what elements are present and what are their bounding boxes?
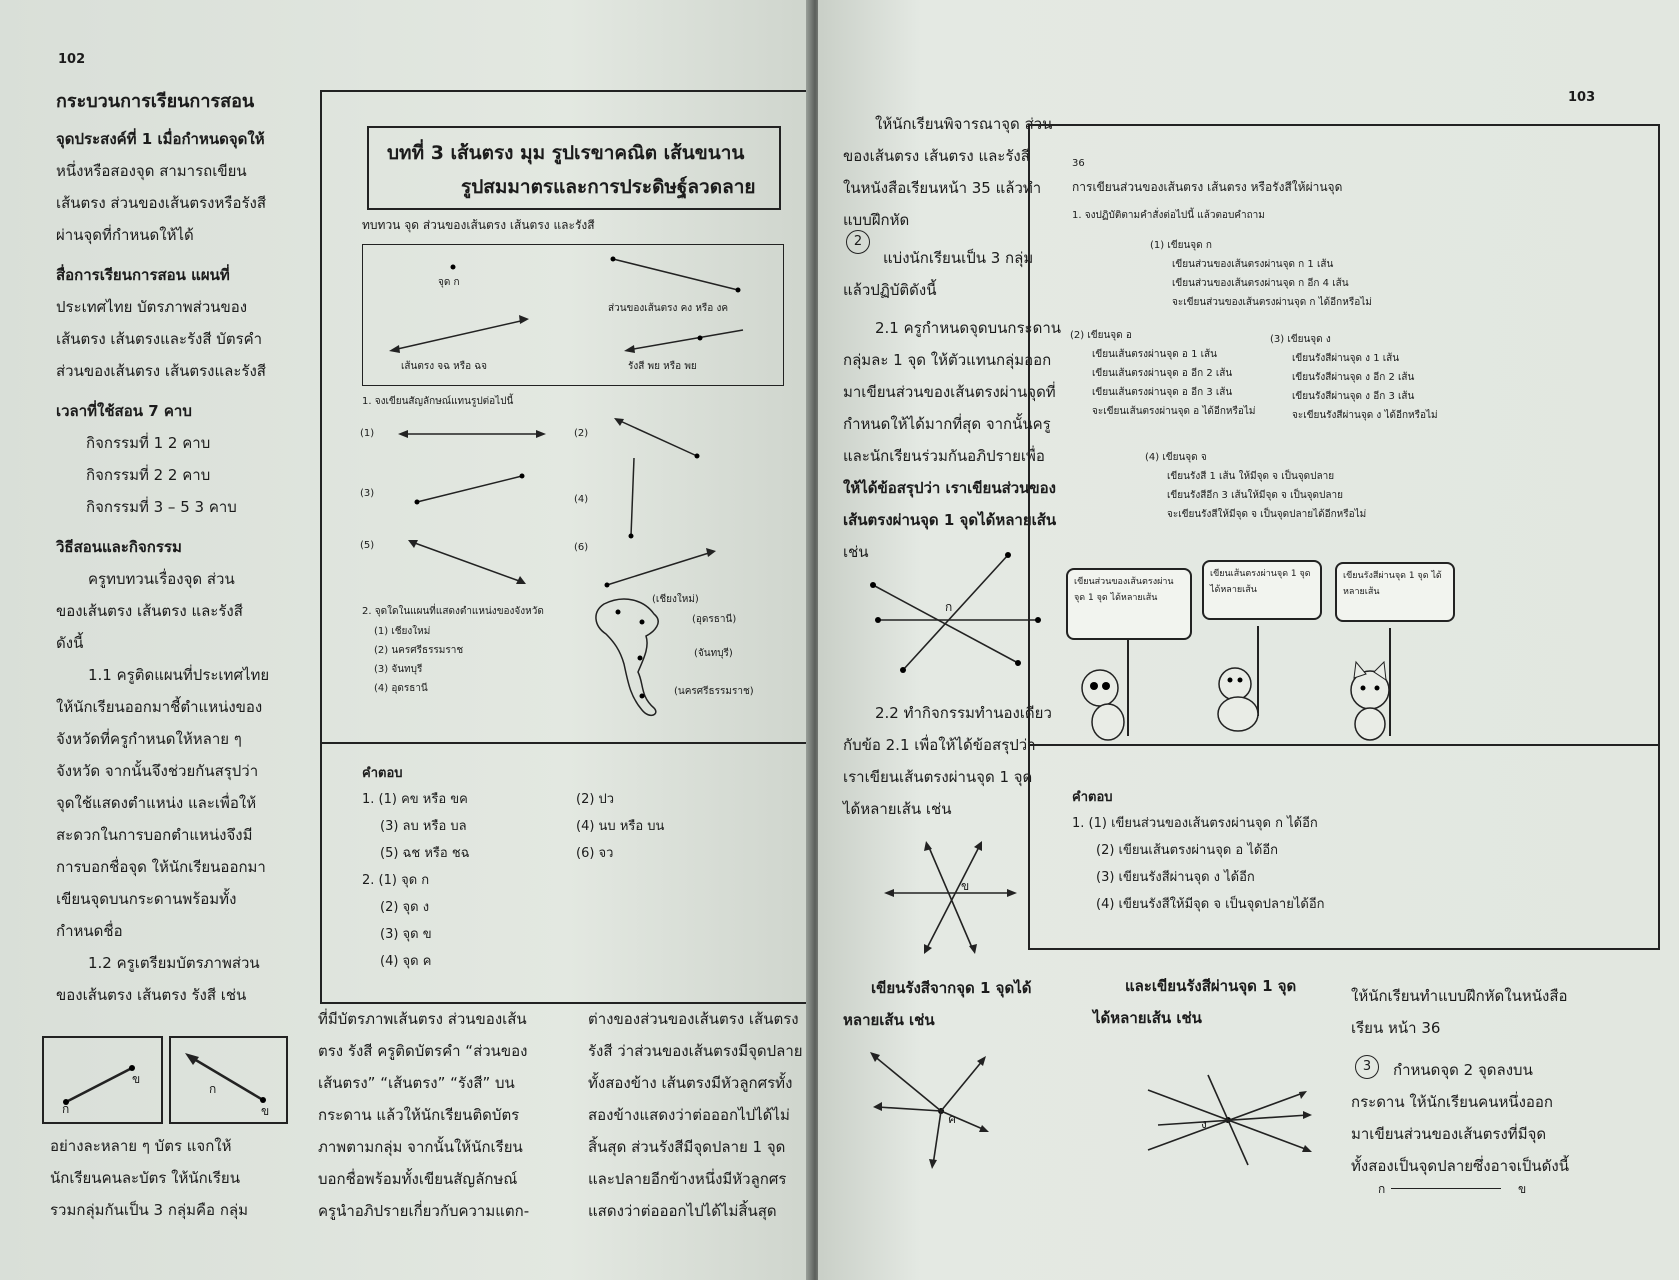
segment-card [42,1036,163,1124]
ray-card [169,1036,288,1124]
text-line: กับข้อ 2.1 เพื่อให้ได้ข้อสรุปว่า [843,736,1036,754]
text-line: ให้นักเรียนทำแบบฝึกหัดในหนังสือ [1351,987,1568,1005]
text-line: เขียนรังสีจากจุด 1 จุดได้ [871,979,1032,997]
text-line: หนึ่งหรือสองจุด สามารถเขียน [56,162,247,180]
exercise-line: เขียนเส้นตรงผ่านจุด อ อีก 3 เส้น [1092,387,1233,398]
chapter-title-line2: รูปสมมาตรและการประดิษฐ์ลวดลาย [461,176,756,198]
text-line: และนักเรียนร่วมกันอภิปรายเพื่อ [843,447,1045,465]
answer-item: (5) ฉช หรือ ชฉ [380,846,470,861]
line-label: เส้นตรง จฉ หรือ ฉจ [401,361,487,372]
exercise-line: (2) เขียนจุด อ [1070,330,1132,341]
text-line: ภาพตามกลุ่ม จากนั้นให้นักเรียน [318,1138,523,1156]
chapter-title-line1: บทที่ 3 เส้นตรง มุม รูปเรขาคณิต เส้นขนาน [387,142,745,164]
text-line: กำหนดชื่อ [56,922,123,940]
segment-endpoint: ข [1518,1182,1527,1196]
ray-label: รังสี พย หรือ พย [628,361,697,372]
text-line: แบ่งนักเรียนเป็น 3 กลุ่ม [883,249,1034,267]
list-item: (4) อุดรธานี [374,683,428,694]
text-line: 2.1 ครูกำหนดจุดบนกระดาน [875,319,1062,337]
left-page [0,0,812,1280]
section-heading: กระบวนการเรียนการสอน [56,91,255,112]
text-line: กิจกรรมที่ 2 2 คาบ [86,466,211,484]
exercise-line: เขียนรังสี 1 เส้น ให้มีจุด จ เป็นจุดปลาย [1167,471,1335,482]
text-line: เราเขียนเส้นตรงผ่านจุด 1 จุด [843,768,1033,786]
exercise-line: จะเขียนเส้นตรงผ่านจุด อ ได้อีกหรือไม่ [1092,406,1256,417]
text-line: เส้นตรง เส้นตรงและรังสี บัตรคำ [56,330,263,348]
map-label: (เชียงใหม่) [652,594,699,605]
textbook-instruction: 1. จงปฏิบัติตามคำสั่งต่อไปนี้ แล้วตอบคำถาม [1072,210,1265,221]
text-line: บอกชื่อพร้อมทั้งเขียนสัญลักษณ์ [318,1170,518,1188]
text-line: และปลายอีกข้างหนึ่งมีหัวลูกศร [588,1170,787,1188]
answer-divider [1030,744,1658,746]
answer-item: (3) จุด ข [380,927,432,942]
cartoon-sign: เขียนรังสีผ่านจุด 1 จุด ได้หลายเส้น [1335,562,1455,622]
exercise-4 [1145,448,1366,524]
text-line: กิจกรรมที่ 3 – 5 3 คาบ [86,498,237,516]
answer-list [1072,810,1325,918]
exercise-line: เขียนรังสีผ่านจุด ง อีก 2 เส้น [1292,372,1415,383]
map-label: (นครศรีธรรมราช) [674,686,754,697]
text-line: ของเส้นตรง เส้นตรง และรังสี [56,602,243,620]
exercise-2 [1070,326,1256,421]
text-line: อย่างละหลาย ๆ บัตร แจกให้ [50,1137,232,1155]
card-label: ข [132,1072,141,1086]
text-line: รังสี ว่าส่วนของเส้นตรงมีจุดปลาย [588,1042,803,1060]
text-line: ของเส้นตรง เส้นตรง และรังสี [843,147,1030,165]
text-line: ในหนังสือเรียนหน้า 35 แล้วทำ [843,179,1042,197]
page-number-left: 102 [58,52,86,67]
exercise-3 [1270,330,1438,425]
answer-list-right [576,786,664,867]
answer-list [362,786,470,975]
map-label: (อุดรธานี) [692,614,737,625]
text-line: กลุ่มละ 1 จุด ให้ตัวแทนกลุ่มออก [843,351,1052,369]
figure-point-label: ง [1201,1117,1207,1131]
textbook-page-36-box [1028,124,1660,950]
text-line: กระดาน ให้นักเรียนคนหนึ่งออก [1351,1093,1554,1111]
list-item: (1) เชียงใหม่ [374,626,431,637]
answer-item: (3) ลบ หรือ บล [380,819,467,834]
list-item: (3) จันทบุรี [374,664,423,675]
text-line: สิ้นสุด ส่วนรังสีมีจุดปลาย 1 จุด [588,1138,786,1156]
figure-point-label: ข [961,879,970,893]
text-line: วิธีสอนและกิจกรรม [56,538,182,556]
text-line: ได้หลายเส้น เช่น [1093,1009,1202,1027]
right-column-3c [1351,980,1596,1182]
rays-through-point [1148,1075,1308,1165]
fig-number: (1) [360,428,375,439]
text-line: เวลาที่ใช้สอน 7 คาบ [56,402,192,420]
right-column-1c [843,972,1043,1036]
step-number-2: 2 [846,230,878,254]
fig-number: (2) [574,428,589,439]
text-line: ตรง รังสี ครูติดบัตรคำ “ส่วนของ [318,1042,528,1060]
text-line: มาเขียนส่วนของเส้นตรงที่มีจุด [1351,1125,1547,1143]
answer-item: (2) เขียนเส้นตรงผ่านจุด อ ได้อีก [1096,843,1279,858]
text-line: มาเขียนส่วนของเส้นตรงผ่านจุดที่ [843,383,1056,401]
exercise-line: (4) เขียนจุด จ [1145,452,1207,463]
exercise-line: จะเขียนรังสีให้มีจุด จ เป็นจุดปลายได้อีกหรือไม่ [1167,509,1367,520]
segments-through-point [873,555,1043,675]
text-line: ครูนำอภิปรายเกี่ยวกับความแตก- [318,1202,530,1220]
segment-endpoint: ก [1378,1182,1386,1196]
answer-item: (3) เขียนรังสีผ่านจุด ง ได้อีก [1096,870,1255,885]
text-line: 1.2 ครูเตรียมบัตรภาพส่วน [88,954,260,972]
text-line: จังหวัดที่ครูกำหนดให้หลาย ๆ [56,730,242,748]
text-line: ทั้งสองข้าง เส้นตรงมีหัวลูกศรทั้ง [588,1074,793,1092]
exercise-line: (3) เขียนจุด ง [1270,334,1331,345]
text-line: เส้นตรง ส่วนของเส้นตรงหรือรังสี [56,194,266,212]
exercise-line: เขียนเส้นตรงผ่านจุด อ อีก 2 เส้น [1092,368,1233,379]
text-line: เช่น [843,543,869,561]
exercise-line: จะเขียนส่วนของเส้นตรงผ่านจุด ก ได้อีกหรือไม่ [1172,297,1372,308]
figure-point-label: ก [945,600,953,614]
text-line: ของเส้นตรง เส้นตรง รังสี เช่น [56,986,247,1004]
text-line: สะดวกในการบอกตำแหน่งจึงมี [56,826,253,844]
text-line: การบอกชื่อจุด ให้นักเรียนออกมา [56,858,266,876]
right-column-2c [1093,970,1303,1034]
textbook-title: การเขียนส่วนของเส้นตรง เส้นตรง หรือรังสีให้ผ่านจุด [1072,180,1343,194]
text-line: เรียน หน้า 36 [1351,1019,1441,1037]
text-line: นักเรียนคนละบัตร ให้นักเรียน [50,1169,240,1187]
left-column-1-bottom [50,1130,280,1226]
text-line: ให้นักเรียนพิจารณาจุด ส่วน [875,115,1053,133]
segment-label: ส่วนของเส้นตรง คง หรือ งค [608,303,729,314]
step-number-3: 3 [1355,1055,1387,1079]
text-line: ส่วนของเส้นตรง เส้นตรงและรังสี [56,362,266,380]
question-2-items [374,622,463,698]
answer-item: 1. (1) คข หรือ ขค [362,792,468,807]
page-number-right: 103 [1568,90,1596,105]
answer-divider [322,742,806,744]
cartoon-sign: เขียนส่วนของเส้นตรงผ่านจุด 1 จุด ได้หลายเส้น [1066,568,1192,640]
text-line: จังหวัด จากนั้นจึงช่วยกันสรุปว่า [56,762,259,780]
text-line: ต่างของส่วนของเส้นตรง เส้นตรง [588,1010,799,1028]
text-line: ที่มีบัตรภาพเส้นตรง ส่วนของเส้น [318,1010,527,1028]
chapter-title-box [367,126,781,210]
left-column-3 [588,1003,808,1227]
answer-item: 2. (1) จุด ก [362,873,430,888]
text-line: ครูทบทวนเรื่องจุด ส่วน [88,570,235,588]
exercise-line: เขียนส่วนของเส้นตรงผ่านจุด ก อีก 4 เส้น [1172,278,1349,289]
text-line: 1.1 ครูติดแผนที่ประเทศไทย [88,666,270,684]
text-line: จุดประสงค์ที่ 1 เมื่อกำหนดจุดให้ [56,130,265,148]
answer-item: (2) จุด ง [380,900,430,915]
answer-item: 1. (1) เขียนส่วนของเส้นตรงผ่านจุด ก ได้อีก [1072,816,1318,831]
question-2: 2. จุดใดในแผนที่แสดงตำแหน่งของจังหวัด [362,606,544,617]
rays-from-point [873,1055,993,1165]
text-line: แบบฝึกหัด [843,211,910,229]
text-line: กิจกรรมที่ 1 2 คาบ [86,434,211,452]
exercise-line: เขียนเส้นตรงผ่านจุด อ 1 เส้น [1092,349,1217,360]
right-page [818,0,1679,1280]
text-line: รวมกลุ่มกันเป็น 3 กลุ่มคือ กลุ่ม [50,1201,248,1219]
text-line: ทั้งสองเป็นจุดปลายซึ่งอาจเป็นดังนี้ [1351,1157,1570,1175]
exercise-line: เขียนส่วนของเส้นตรงผ่านจุด ก 1 เส้น [1172,259,1334,270]
review-heading: ทบทวน จุด ส่วนของเส้นตรง เส้นตรง และรังสี [362,218,595,232]
answer-item: (2) ปว [576,792,615,807]
text-line: แล้วปฏิบัติดังนี้ [843,281,937,299]
text-line: เส้นตรงผ่านจุด 1 จุดได้หลายเส้น [843,511,1057,529]
list-item: (2) นครศรีธรรมราช [374,645,464,656]
exercise-line: เขียนรังสีผ่านจุด ง 1 เส้น [1292,353,1400,364]
answer-item: (4) นบ หรือ บน [576,819,665,834]
fig-number: (4) [574,494,589,505]
question-1: 1. จงเขียนสัญลักษณ์แทนรูปต่อไปนี้ [362,396,514,407]
text-line: สื่อการเรียนการสอน แผนที่ [56,266,230,284]
answer-title: คำตอบ [1072,790,1113,805]
exercise-line: (1) เขียนจุด ก [1150,240,1212,251]
textbook-excerpt-box [320,90,808,1004]
map-label: (จันทบุรี) [694,648,733,659]
text-line: ดังนี้ [56,634,84,652]
figure-point-label: ค [948,1112,957,1126]
text-line: หลายเส้น เช่น [843,1011,935,1029]
text-line: ได้หลายเส้น เช่น [843,800,952,818]
text-line: และเขียนรังสีผ่านจุด 1 จุด [1125,977,1297,995]
cartoon-sign: เขียนเส้นตรงผ่านจุด 1 จุด ได้หลายเส้น [1202,560,1322,620]
card-label: ข [261,1104,270,1118]
exercise-line: จะเขียนรังสีผ่านจุด ง ได้อีกหรือไม่ [1292,410,1438,421]
textbook-page-number: 36 [1072,158,1085,169]
text-line: ประเทศไทย บัตรภาพส่วนของ [56,298,248,316]
answer-item: (6) จว [576,846,614,861]
text-line: กำหนดจุด 2 จุดลงบน [1393,1061,1533,1079]
card-label: ก [209,1082,217,1096]
text-line: 2.2 ทำกิจกรรมทำนองเดียว [875,704,1052,722]
point-label: จุด ก [438,277,460,288]
left-column-1 [56,123,281,1011]
cartoon-animals [1060,626,1480,746]
text-line: ให้นักเรียนออกมาชี้ตำแหน่งของ [56,698,263,716]
left-column-2 [318,1003,548,1227]
text-line: สองข้างแสดงว่าต่อออกไปได้ไม่ [588,1106,790,1124]
text-line: แสดงว่าต่อออกไปได้ไม่สิ้นสุด [588,1202,777,1220]
exercise-line: เขียนรังสีอีก 3 เส้นให้มีจุด จ เป็นจุดปลาย [1167,490,1343,501]
exercise-line: เขียนรังสีผ่านจุด ง อีก 3 เส้น [1292,391,1415,402]
lines-through-point [888,845,1018,955]
text-line: ผ่านจุดที่กำหนดให้ได้ [56,226,194,244]
fig-number: (3) [360,488,375,499]
answer-title: คำตอบ [362,766,403,781]
segment-line [1391,1188,1501,1189]
answer-item: (4) เขียนรังสีให้มีจุด จ เป็นจุดปลายได้อีก [1096,897,1325,912]
text-line: จุดใช้แสดงตำแหน่ง และเพื่อให้ [56,794,257,812]
text-line: ให้ได้ข้อสรุปว่า เราเขียนส่วนของ [843,479,1057,497]
text-line: เขียนจุดบนกระดานพร้อมทั้ง [56,890,237,908]
fig-number: (5) [360,540,375,551]
text-line: กำหนดให้ได้มากที่สุด จากนั้นครู [843,415,1051,433]
review-figure [362,244,784,386]
exercise-1 [1150,236,1372,312]
answer-item: (4) จุด ค [380,954,432,969]
text-line: เส้นตรง” “เส้นตรง” “รังสี” บน [318,1074,515,1092]
card-label: ก [62,1102,70,1116]
fig-number: (6) [574,542,589,553]
text-line: กระดาน แล้วให้นักเรียนติดบัตร [318,1106,520,1124]
